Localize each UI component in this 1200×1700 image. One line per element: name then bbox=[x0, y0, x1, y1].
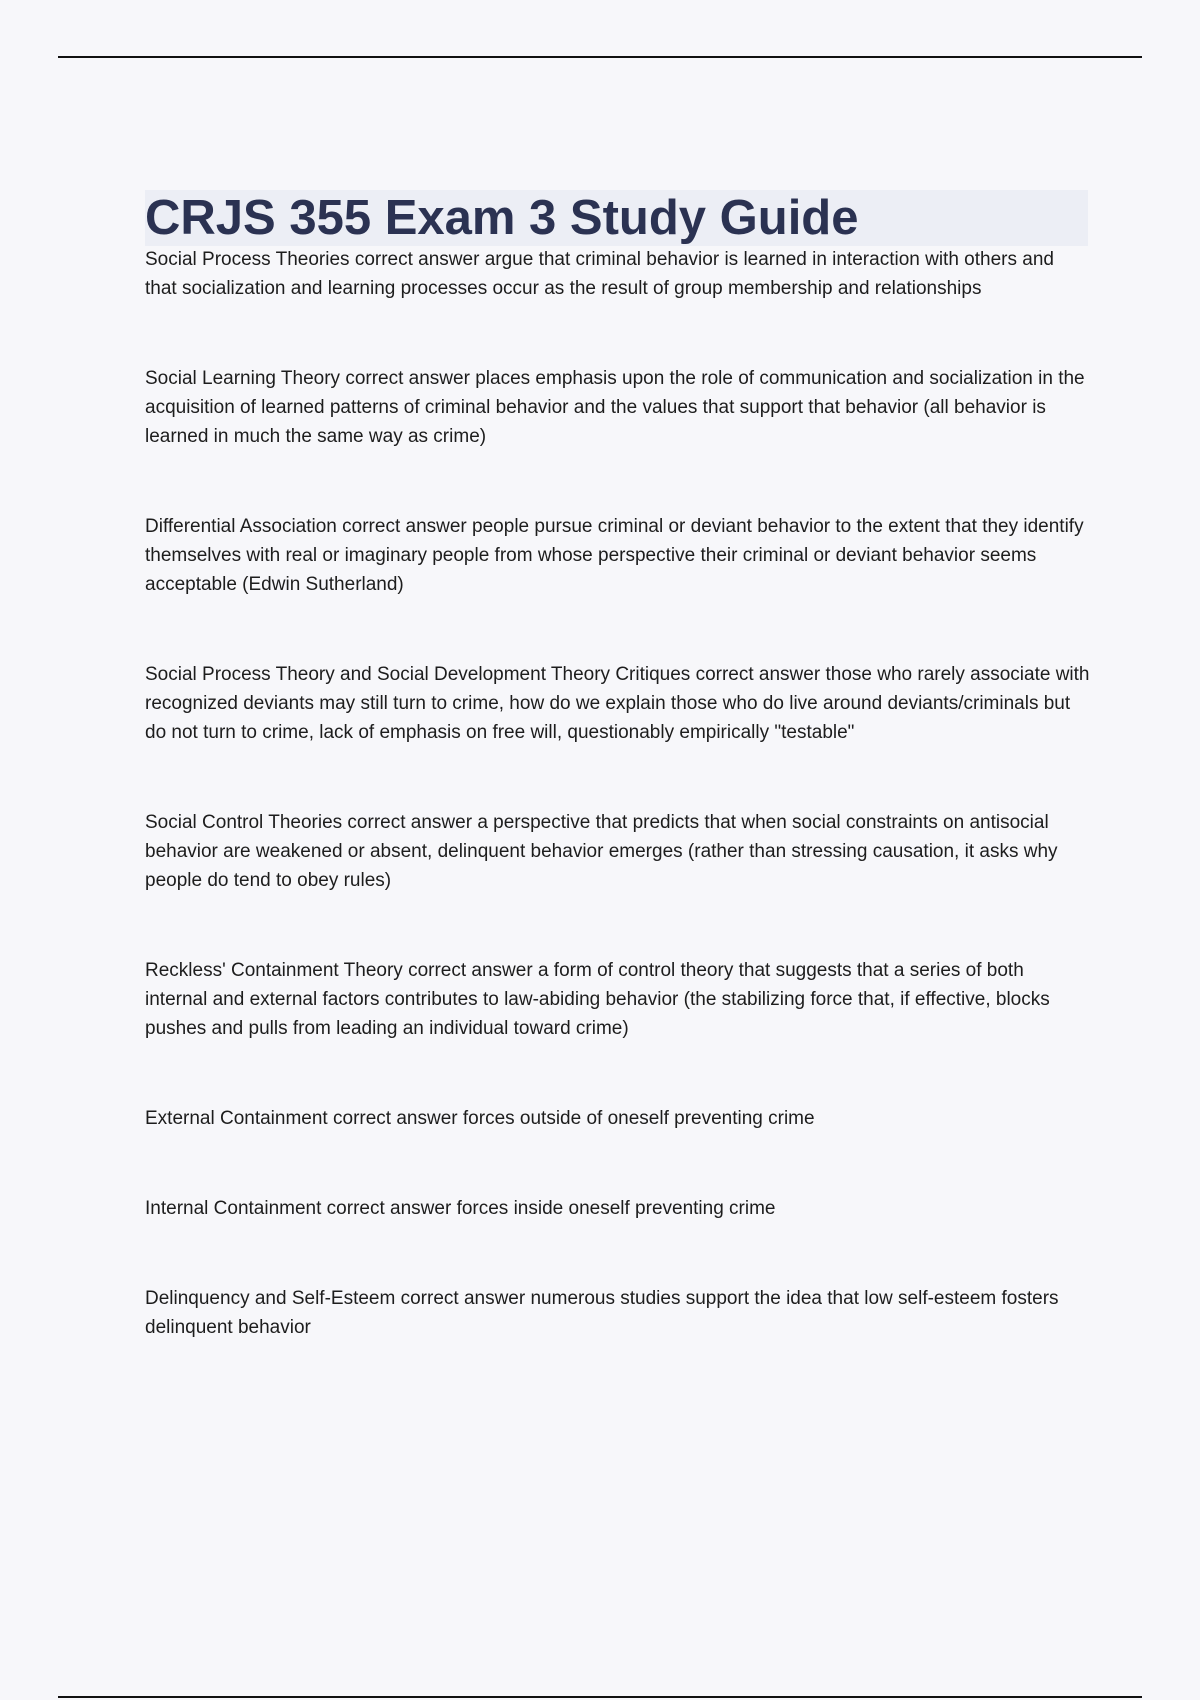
entry-term: Internal Containment bbox=[145, 1198, 322, 1219]
entry-term: Social Process Theory and Social Development Theory Critiques bbox=[145, 664, 691, 685]
entry-answer: numerous studies support the idea that low self-esteem fosters delinquent behavior bbox=[145, 1288, 1059, 1338]
entry-term: Social Control Theories bbox=[145, 812, 343, 833]
entry-differential-association bbox=[145, 512, 1090, 599]
entry-answer: those who rarely associate with recognized deviants may still turn to crime, how do we explain those who do live around deviants/criminals but do not turn to crime, lack of emphasis on free will, questionably empirically "testable" bbox=[145, 664, 1090, 743]
entry-answer: places emphasis upon the role of communication and socialization in the acquisition of learned patterns of criminal behavior and the values that support that behavior (all behavior is learned in much the same way as crime) bbox=[145, 368, 1085, 447]
entry-term: Delinquency and Self-Esteem bbox=[145, 1288, 396, 1309]
entry-separator: correct answer bbox=[695, 664, 821, 685]
entry-separator: correct answer bbox=[400, 1288, 526, 1309]
entry-separator: correct answer bbox=[354, 249, 480, 270]
entry-answer: argue that criminal behavior is learned in interaction with others and that socialization and learning processes occur as the result of group membership and relationships bbox=[145, 249, 1054, 299]
entry-term: Social Process Theories bbox=[145, 249, 350, 270]
entry-containment-theory bbox=[145, 956, 1090, 1043]
entry-social-learning-theory bbox=[145, 364, 1090, 451]
entry-term: Reckless' Containment Theory bbox=[145, 960, 403, 981]
entry-delinquency-self-esteem bbox=[145, 1284, 1090, 1342]
entry-separator: correct answer bbox=[333, 1108, 458, 1129]
entry-separator: correct answer bbox=[326, 1198, 452, 1219]
entry-answer: a form of control theory that suggests that a series of both internal and external factors contributes to law-abiding behavior (the stabilizing force that, if effective, blocks pushes and pulls from leading an individual toward crime) bbox=[145, 960, 1050, 1039]
entry-answer: a perspective that predicts that when social constraints on antisocial behavior are weakened or absent, delinquent behavior emerges (rather than stressing causation, it asks why people do tend to obey rules) bbox=[145, 812, 1058, 891]
entry-answer: forces outside of oneself preventing crime bbox=[462, 1108, 815, 1129]
entry-separator: correct answer bbox=[342, 516, 467, 537]
entry-answer: forces inside oneself preventing crime bbox=[456, 1198, 776, 1219]
entry-social-control-theories bbox=[145, 808, 1090, 895]
study-guide-entries bbox=[145, 245, 1090, 1403]
entry-separator: correct answer bbox=[345, 368, 470, 389]
entry-social-process-theories bbox=[145, 245, 1090, 303]
entry-external-containment bbox=[145, 1104, 1090, 1133]
entry-term: Differential Association bbox=[145, 516, 337, 537]
bottom-rule bbox=[58, 1696, 1142, 1698]
entry-theory-critiques bbox=[145, 660, 1090, 747]
page-title: CRJS 355 Exam 3 Study Guide bbox=[145, 191, 859, 245]
entry-term: Social Learning Theory bbox=[145, 368, 341, 389]
entry-internal-containment bbox=[145, 1194, 1090, 1223]
entry-term: External Containment bbox=[145, 1108, 328, 1129]
top-rule bbox=[58, 56, 1142, 58]
entry-separator: correct answer bbox=[408, 960, 533, 981]
entry-answer: people pursue criminal or deviant behavior to the extent that they identify themselves with real or imaginary people from whose perspective their criminal or deviant behavior seems acceptable (Edwin Sutherland) bbox=[145, 516, 1084, 595]
entry-separator: correct answer bbox=[347, 812, 473, 833]
